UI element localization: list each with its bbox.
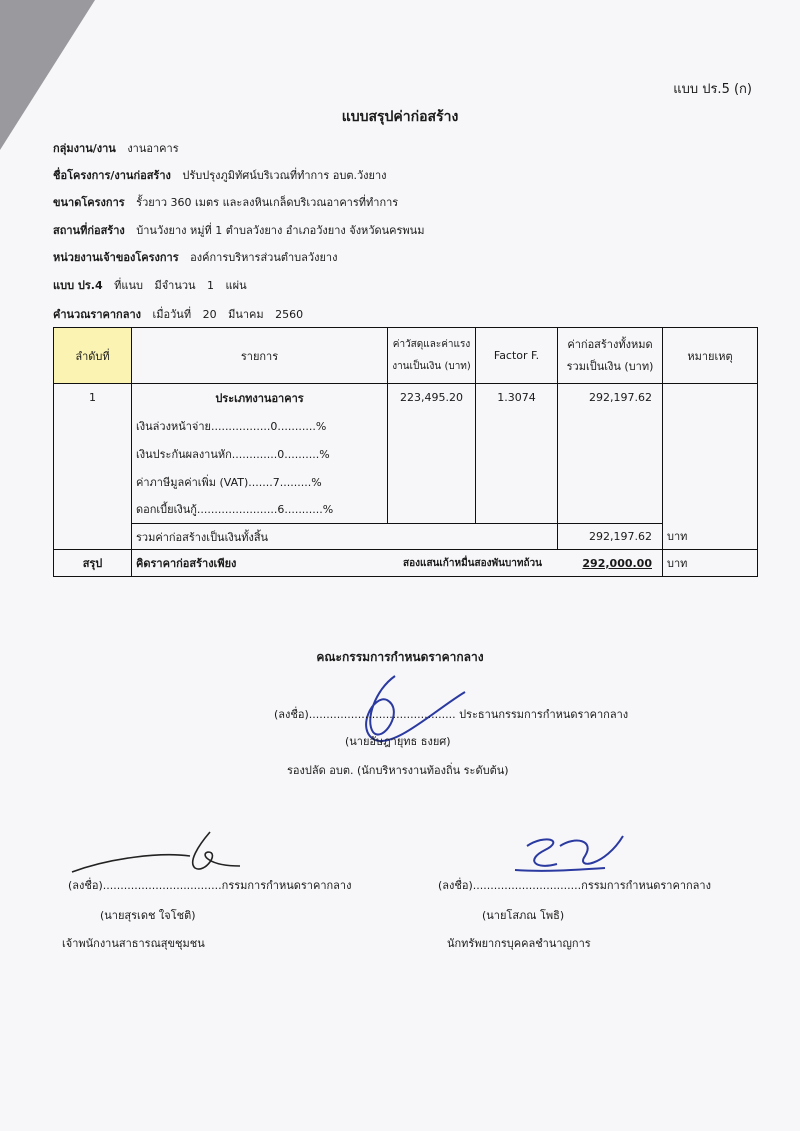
chair-sign: (ลงชื่อ).......................................... (274, 708, 456, 721)
subitem-row (54, 412, 758, 440)
member2-sign-line (438, 876, 711, 894)
field-form4-label: แบบ ปร.4 (53, 279, 103, 292)
field-form4-value: ที่แนบ (114, 279, 143, 292)
field-size-value: รั้วยาว 360 เมตร และลงหินเกล็ดบริเวณอาคารที่ทำการ (136, 196, 399, 209)
field-project-value: ปรับปรุงภูมิทัศน์บริเวณที่ทำการ อบต.วังยาง (182, 169, 387, 182)
table-header-row (54, 328, 758, 384)
member1-role: กรรมการกำหนดราคากลาง (221, 879, 352, 892)
cost-table (53, 327, 758, 577)
header-material (388, 328, 476, 384)
field-calc-month: มีนาคม (228, 308, 264, 321)
summary-text: คิดราคาก่อสร้างเพียง (132, 550, 388, 577)
field-owner-label: หน่วยงานเจ้าของโครงการ (53, 251, 179, 264)
sum-label: รวมค่าก่อสร้างเป็นเงินทั้งสิ้น (132, 524, 558, 550)
row-total: 292,197.62 (558, 384, 663, 412)
summary-label: สรุป (54, 550, 132, 577)
header-material-line2: งานเป็นเงิน (บาท) (392, 360, 471, 372)
header-factor: Factor F. (476, 328, 558, 384)
field-location-label: สถานที่ก่อสร้าง (53, 224, 125, 237)
row-note (663, 384, 758, 412)
field-form4-unit: แผ่น (225, 279, 247, 292)
field-calc-day: 20 (202, 308, 217, 321)
field-calc-label: คำนวณราคากลาง (53, 308, 142, 321)
member2-name: (นายโสภณ โพธิ) (482, 909, 565, 922)
sum-unit: บาท (663, 524, 758, 550)
member1-sign-line (68, 876, 351, 894)
field-project-label: ชื่อโครงการ/งานก่อสร้าง (53, 169, 171, 182)
summary-words: สองแสนเก้าหมื่นสองพันบาทถ้วน (388, 550, 558, 577)
member1-signature-scribble (70, 822, 245, 882)
sum-row (54, 524, 758, 550)
sum-value: 292,197.62 (558, 524, 663, 550)
row-material: 223,495.20 (388, 384, 476, 412)
summary-unit: บาท (663, 550, 758, 577)
header-total-line2: รวมเป็นเงิน (บาท) (566, 359, 654, 373)
field-group (53, 139, 179, 157)
field-calc-value: เมื่อวันที่ (152, 308, 192, 321)
summary-value: 292,000.00 (558, 550, 663, 577)
chair-role: ประธานกรรมการกำหนดราคากลาง (459, 708, 629, 721)
member1-name: (นายสุรเดช ใจโชติ) (100, 909, 196, 922)
subitem-row (54, 496, 758, 524)
field-calc (53, 305, 303, 323)
field-group-label: กลุ่มงาน/งาน (53, 142, 116, 155)
form-code: แบบ ปร.5 (ก) (673, 82, 752, 97)
member2-sign: (ลงชื่อ)............................... (438, 879, 582, 892)
field-owner (53, 248, 337, 266)
field-form4 (53, 276, 247, 294)
row-item: ประเภทงานอาคาร (132, 384, 388, 412)
field-calc-year: 2560 (275, 308, 304, 321)
header-no: ลำดับที่ (54, 328, 132, 384)
member1-position: เจ้าพนักงานสาธารณสุขชุมชน (62, 937, 205, 950)
subitem-row (54, 440, 758, 468)
header-total-line1: ค่าก่อสร้างทั้งหมด (567, 337, 653, 351)
subitem: เงินประกันผลงานหัก.............0..........% (132, 440, 388, 468)
field-project (53, 166, 387, 184)
member1-sign: (ลงชื่อ).................................. (68, 879, 222, 892)
header-total (558, 328, 663, 384)
field-size (53, 193, 398, 211)
field-form4-num: 1 (207, 279, 215, 292)
committee-title: คณะกรรมการกำหนดราคากลาง (316, 650, 484, 664)
page-title: แบบสรุปค่าก่อสร้าง (341, 109, 459, 125)
member2-position: นักทรัพยากรบุคคลชำนาญการ (447, 937, 591, 950)
subitem: ดอกเบี้ยเงินกู้.......................6...........% (132, 496, 388, 524)
header-item: รายการ (132, 328, 388, 384)
field-size-label: ขนาดโครงการ (53, 196, 125, 209)
chair-position: รองปลัด อบต. (นักบริหารงานท้องถิ่น ระดับต้น) (287, 764, 509, 777)
summary-row (54, 550, 758, 577)
field-owner-value: องค์การบริหารส่วนตำบลวังยาง (190, 251, 338, 264)
chair-name: (นายอัษฎายุทธ ธงยศ) (345, 735, 451, 748)
member2-role: กรรมการกำหนดราคากลาง (581, 879, 711, 892)
row-factor: 1.3074 (476, 384, 558, 412)
field-location (53, 221, 424, 239)
chair-sign-line (274, 705, 628, 723)
field-group-value: งานอาคาร (127, 142, 179, 155)
field-location-value: บ้านวังยาง หมู่ที่ 1 ตำบลวังยาง อำเภอวังยาง จังหวัดนครพนม (136, 224, 425, 237)
subitem: ค่าภาษีมูลค่าเพิ่ม (VAT).......7.........% (132, 468, 388, 496)
subitem: เงินล่วงหน้าจ่าย.................0...........% (132, 412, 388, 440)
header-material-line1: ค่าวัสดุและค่าแรง (392, 338, 471, 350)
header-note: หมายเหตุ (663, 328, 758, 384)
subitem-row (54, 468, 758, 496)
member2-signature-scribble (505, 826, 630, 881)
row-no: 1 (54, 384, 132, 412)
field-form4-count: มีจำนวน (154, 279, 196, 292)
table-row (54, 384, 758, 412)
